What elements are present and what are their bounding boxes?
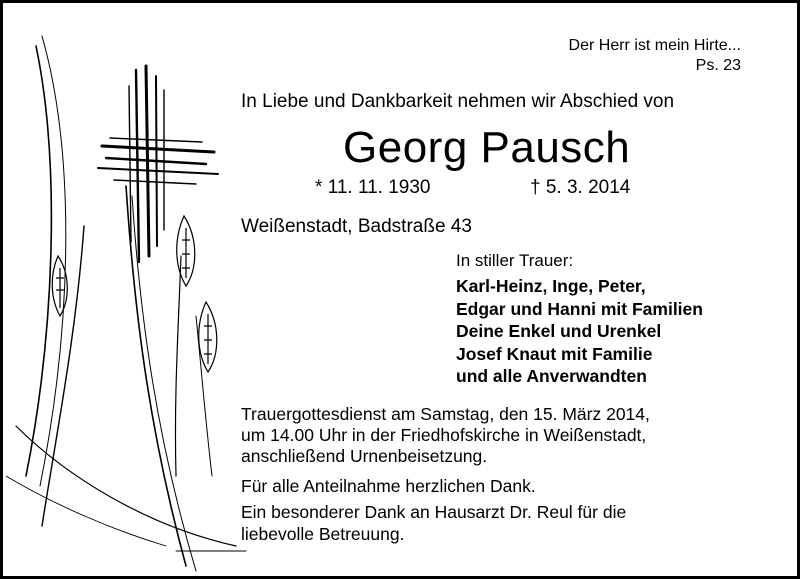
mourner-line: Karl-Heinz, Inge, Peter,: [456, 276, 646, 296]
mourning-label: In stiller Trauer:: [456, 251, 574, 270]
mourner-line: Josef Knaut mit Familie: [456, 343, 653, 364]
bible-verse-reference: Ps. 23: [695, 57, 741, 74]
mourner-line: Deine Enkel und Urenkel: [456, 321, 662, 342]
intro-line: In Liebe und Dankbarkeit nehmen wir Abschied von: [241, 91, 675, 112]
thanks-line: Für alle Anteilnahme herzlichen Dank.: [241, 476, 536, 496]
mourner-line: und alle Anverwandten: [456, 366, 647, 387]
service-line: um 14.00 Uhr in der Friedhofskirche in Weißenstadt,: [241, 425, 647, 445]
service-line: Trauergottesdienst am Samstag, den 15. März 2014,: [241, 404, 650, 424]
special-thanks-line: liebevolle Betreuung.: [241, 523, 405, 544]
deceased-name: Georg Pausch: [343, 123, 631, 172]
motto: Der Herr ist mein Hirte...: [568, 37, 741, 54]
service-line: anschließend Urnenbeisetzung.: [241, 446, 488, 466]
funeral-service-info: [241, 404, 650, 467]
special-thanks-line: Ein besonderer Dank an Hausarzt Dr. Reul für die: [241, 502, 627, 522]
mourner-line: Edgar und Hanni mit Familien: [456, 298, 703, 319]
birth-date: * 11. 11. 1930: [315, 177, 431, 198]
death-date: † 5. 3. 2014: [530, 177, 631, 198]
special-thanks: [241, 502, 626, 545]
residence-address: Weißenstadt, Badstraße 43: [241, 216, 472, 237]
mourners-list: [456, 275, 703, 388]
cross-with-grain-stalks-icon: [6, 6, 266, 576]
